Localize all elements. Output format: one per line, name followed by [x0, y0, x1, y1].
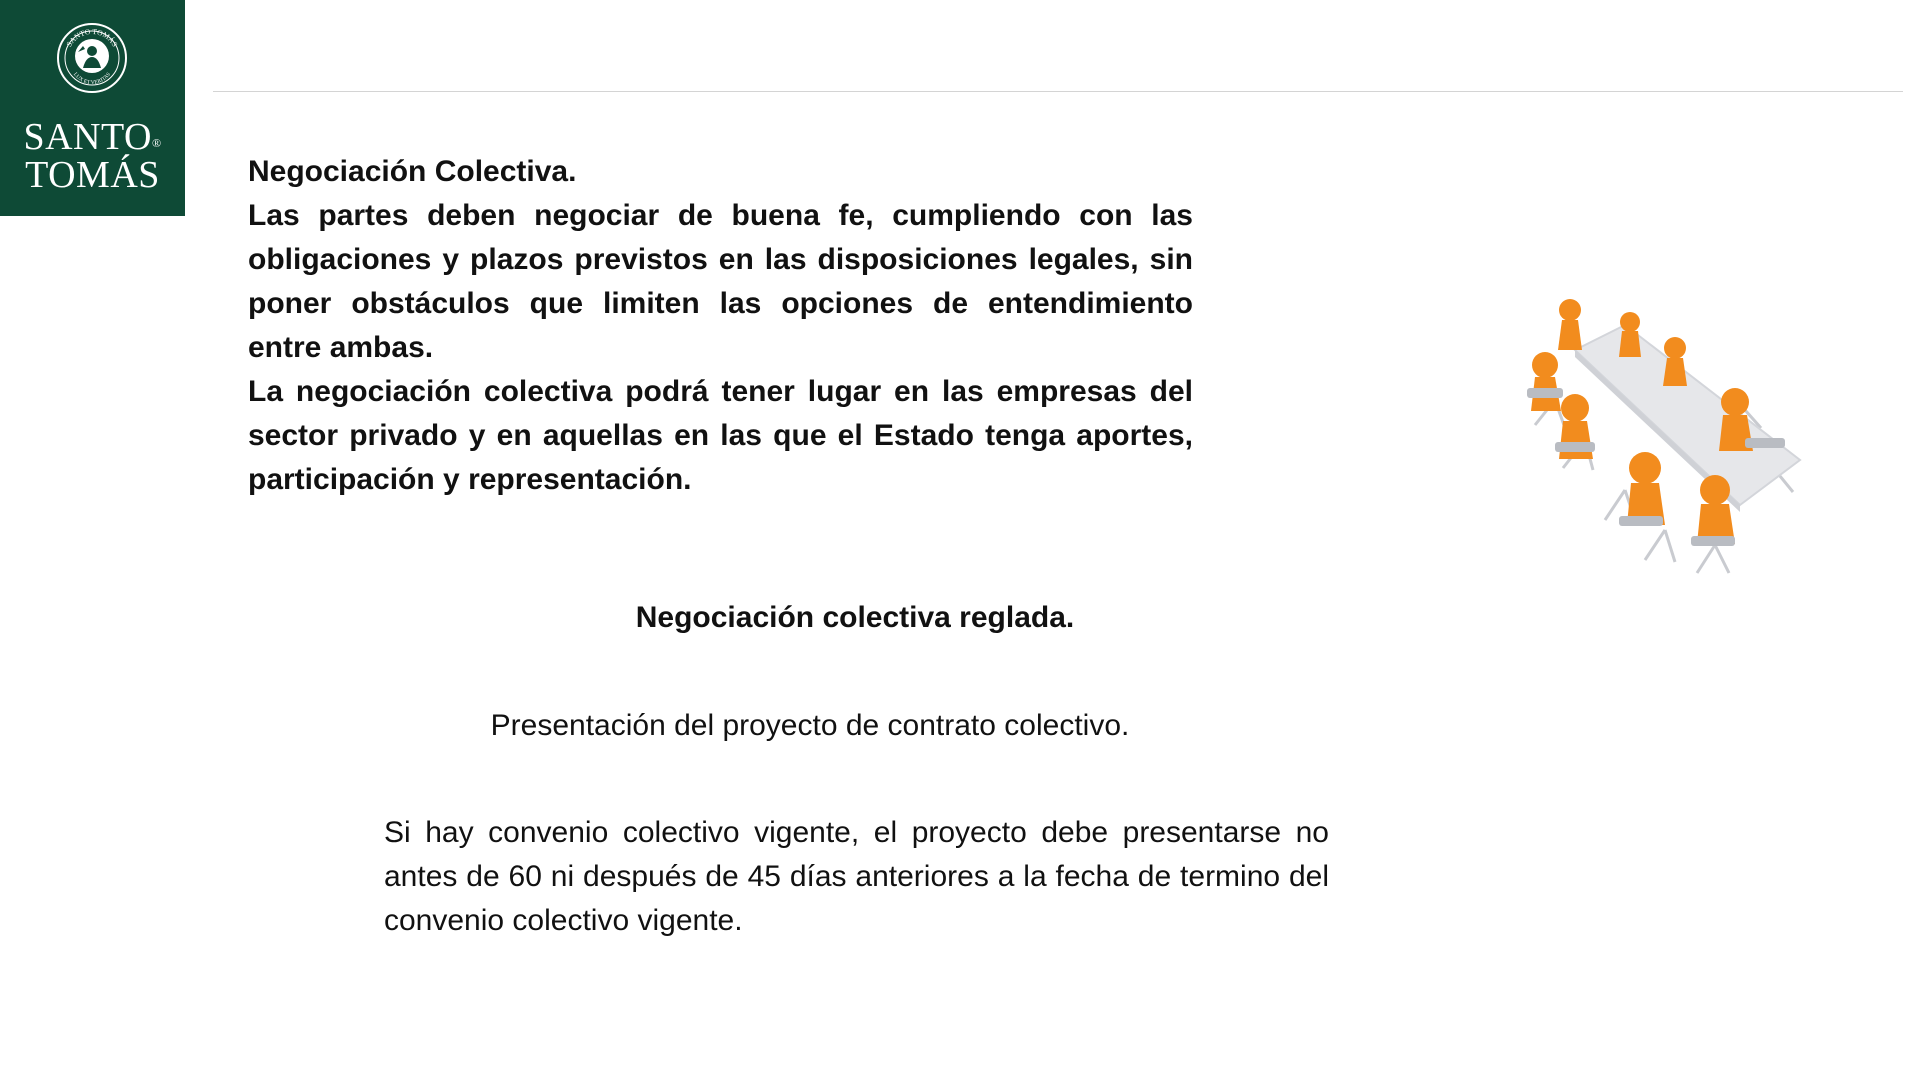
seal-top-text: SANTO TOMÁS	[64, 26, 120, 49]
meeting-table-illustration	[1515, 290, 1835, 600]
section-title: Negociación colectiva reglada.	[635, 601, 1075, 634]
registered-mark: ®	[151, 136, 162, 150]
brand-line-2: TOMÁS	[25, 154, 160, 196]
meeting-table	[1575, 325, 1800, 505]
paragraph-good-faith: Las partes deben negociar de buena fe, cumpliendo con las obligaciones y plazos previstos en las disposiciones legales, sin poner obstáculos que limiten las opciones de entendimiento entre ambas.	[248, 199, 1193, 364]
body-paragraph: Si hay convenio colectivo vigente, el proyecto debe presentarse no antes de 60 ni después de 45 días anteriores a la fecha de termino del convenio colectivo vigente.	[384, 816, 1329, 937]
santo-tomas-logo	[0, 0, 185, 216]
slide-heading: Negociación Colectiva.	[248, 155, 577, 188]
university-seal-icon	[56, 22, 128, 94]
paragraph-scope: La negociación colectiva podrá tener lugar en las empresas del sector privado y en aquellas en las que el Estado tenga aportes, participación y representación.	[248, 375, 1193, 496]
section-subtitle: Presentación del proyecto de contrato colectivo.	[490, 709, 1130, 742]
brand-line-1: SANTO	[23, 116, 152, 158]
header-divider	[213, 91, 1903, 92]
seal-bottom-text: LUX ET VERITAS	[71, 71, 113, 87]
svg-text:LUX ET VERITAS	[72, 72, 112, 86]
brand-name	[0, 118, 185, 194]
